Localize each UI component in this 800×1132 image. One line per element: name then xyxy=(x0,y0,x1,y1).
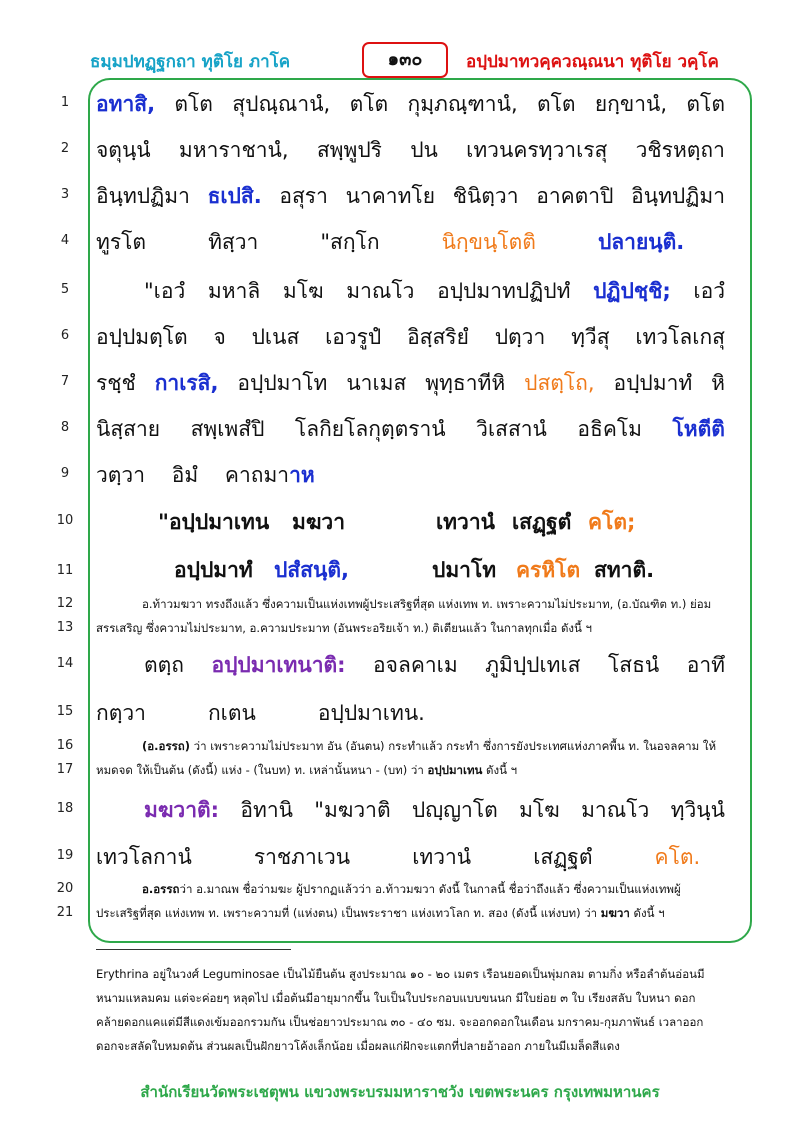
translation-line-16 xyxy=(142,738,725,756)
page-number: ๑๓๐ xyxy=(362,42,448,78)
word: อิมํ xyxy=(171,463,199,487)
translation-text: หมดจด ให้เป็นต้น (ดังนี้) แห่ง - (ในบท) ท. เหล่านั้นหนา - (บท) ว่า xyxy=(96,763,428,777)
text-line-6 xyxy=(96,321,725,354)
text-line-19 xyxy=(96,841,725,874)
term: อปฺปมาเทน xyxy=(427,763,483,777)
word: เสฏฺฐตํ xyxy=(533,845,593,869)
word: วิเสสานํ xyxy=(476,417,547,441)
verse-word: เทวานํ xyxy=(436,510,495,534)
footnote-line: ดอกจะสลัดใบหมดต้น ส่วนผลเป็นฝักยาวโค้งเล็กน้อย เมื่อผลแก่ฝักจะแตกที่ปลายอ้าออก ภายในมีเมล็ดสีแดง xyxy=(96,1039,620,1053)
word: มาณโว xyxy=(581,798,650,822)
text-line-9 xyxy=(96,459,725,492)
word: สพฺพูปริ xyxy=(316,138,382,162)
text-line-8 xyxy=(96,413,725,446)
word: "มฆวาติ xyxy=(314,798,391,822)
word: พุทฺธาทีหิ xyxy=(425,371,506,395)
word: มหาราชานํ, xyxy=(178,138,289,162)
verse-word: เสฏฺฐตํ xyxy=(512,510,572,534)
word: จ xyxy=(213,325,226,349)
word: มโฆ xyxy=(519,798,560,822)
word: กตฺวา xyxy=(96,701,146,725)
term: มฆวา xyxy=(600,906,630,920)
book-title: ธมฺมปทฏฺฐกถา ทุติโย ภาโค xyxy=(90,52,291,72)
word: จตุนฺนํ xyxy=(96,138,151,162)
word: อินฺทปฏิมา xyxy=(631,184,725,208)
word: โลกิยโลกุตฺตรานํ xyxy=(294,417,446,441)
term: อ.อรรถ xyxy=(142,882,180,896)
word: ตโต xyxy=(686,92,725,116)
page-header xyxy=(0,40,800,80)
translation-line-17 xyxy=(96,762,725,780)
translation-line-12: อ.ท้าวมฆวา ทรงถึงแล้ว ซึ่งความเป็นแห่งเทพผู้ประเสริฐที่สุด แห่งเทพ ท. เพราะความไม่ประมาท, (อ.บัณฑิต ท.) ย่อม xyxy=(142,597,712,611)
word: ปน xyxy=(410,138,438,162)
word: อปฺปมาโท xyxy=(237,371,328,395)
line-number: 12 xyxy=(56,596,74,611)
translation-line-21 xyxy=(96,905,725,923)
verb-highlight: กาเรสิ, xyxy=(154,371,219,395)
word: อปฺปมาทํ xyxy=(613,371,693,395)
word: เทวานํ xyxy=(412,845,472,869)
verse-word: ปมาโท xyxy=(432,558,497,582)
text-line-14 xyxy=(144,649,725,682)
translation-text: ว่า อ.มาณพ ชื่อว่ามฆะ ผู้ปรากฏแล้วว่า อ.ท้าวมฆวา ดังนี้ ในกาลนี้ ชื่อว่าถึงแล้ว ซึ่งความเป็นแห่งเทพผู้ xyxy=(179,882,681,896)
word: รชฺชํ xyxy=(96,371,136,395)
word: ยกฺขานํ, xyxy=(594,92,668,116)
purple-highlight: มฆวาติ: xyxy=(144,798,220,822)
line-number: 4 xyxy=(60,233,70,248)
chapter-title: อปฺปมาทวคฺควณฺณนา ทุติโย วคฺโค xyxy=(466,52,719,72)
line-number: 3 xyxy=(60,187,70,202)
word: อิสฺสริยํ xyxy=(407,325,469,349)
word: นิสฺสาย xyxy=(96,417,161,441)
orange-highlight: คโต; xyxy=(588,510,636,534)
word: ปญฺญาโต xyxy=(411,798,498,822)
word: อจลคาเม xyxy=(373,653,458,677)
line-number: 10 xyxy=(56,513,74,528)
translation-line-13: สรรเสริญ ซึ่งความไม่ประมาท, อ.ความประมาท (อันพระอริยเจ้า ท.) ติเตียนแล้ว ในกาลทุกเมื่อ ดังนี้ ฯ xyxy=(96,621,593,635)
word: ชินิตฺวา xyxy=(452,184,519,208)
verse-word: "อปฺปมาเทน xyxy=(158,510,270,534)
word: อปฺปมาเทน. xyxy=(317,701,425,725)
word: ทิสฺวา xyxy=(208,230,259,254)
word: "เอวํ xyxy=(144,279,186,303)
translation-line-20 xyxy=(142,881,725,899)
word: ทฺวินฺนํ xyxy=(670,798,725,822)
word: อิทานิ xyxy=(240,798,293,822)
line-number: 17 xyxy=(56,762,74,777)
text-line-4 xyxy=(96,226,725,259)
page-footer: สำนักเรียนวัดพระเชตุพน แขวงพระบรมมหาราชวัง เขตพระนคร กรุงเทพมหานคร xyxy=(140,1083,660,1101)
word: ตโต xyxy=(349,92,389,116)
orange-highlight: ปสตฺโถ, xyxy=(524,371,595,395)
word: อปฺปมตฺโต xyxy=(96,325,188,349)
verb-highlight: ปสํสนฺติ, xyxy=(274,558,349,582)
word: สุปณฺณานํ, xyxy=(232,92,331,116)
line-number: 15 xyxy=(56,704,74,719)
word: "สกฺโก xyxy=(320,230,380,254)
text-line-3 xyxy=(96,180,725,213)
text-line-2 xyxy=(96,134,725,167)
word: ภูมิปฺปเทเส xyxy=(485,653,581,677)
verse-word: มฆวา xyxy=(292,510,346,534)
verb-highlight: าห xyxy=(289,463,315,487)
orange-highlight: คโต. xyxy=(654,845,701,869)
orange-highlight: นิกฺขนฺโตติ xyxy=(441,230,536,254)
verb-highlight: ปลายนฺติ. xyxy=(597,230,685,254)
verb-highlight: อทาสิ, xyxy=(96,92,156,116)
word: ปตฺวา xyxy=(494,325,546,349)
line-number: 9 xyxy=(60,466,70,481)
text-line-15 xyxy=(96,697,725,730)
purple-highlight: อปฺปมาเทนาติ: xyxy=(211,653,346,677)
word: เอวรูปํ xyxy=(325,325,382,349)
translation-text: ดังนี้ ฯ xyxy=(629,906,665,920)
word: ปเนส xyxy=(251,325,300,349)
orange-highlight: ครหิโต xyxy=(516,558,581,582)
verb-highlight: ธเปสิ. xyxy=(207,184,262,208)
line-number: 13 xyxy=(56,620,74,635)
word: อธิคโม xyxy=(577,417,643,441)
word: วชิรหตฺถา xyxy=(635,138,725,162)
word: นาเมส xyxy=(346,371,407,395)
line-number: 21 xyxy=(56,905,74,920)
translation-text: ประเสริฐที่สุด แห่งเทพ ท. เพราะความที่ (แห่งตน) เป็นพระราชา แห่งเทวโลก ท. สอง (ดังนี้ แห่งบท) ว่า xyxy=(96,906,601,920)
text-line-5 xyxy=(144,275,725,308)
word: เอวํ xyxy=(693,279,725,303)
footnote-line: Erythrina อยู่ในวงศ์ Leguminosae เป็นไม้ยืนต้น สูงประมาณ ๑๐ - ๒๐ เมตร เรือนยอดเป็นพุ่มกลม ตามกิ่ง หรือลำต้นอ่อนมี xyxy=(96,967,705,981)
footnote-line: หนามแหลมคม แต่จะค่อยๆ หลุดไป เมื่อต้นมีอายุมากขึ้น ใบเป็นใบประกอบแบบขนนก มีใบย่อย ๓ ใบ เรียงสลับ ใบหนา ดอก xyxy=(96,991,696,1005)
footnote-line: คล้ายดอกแคแต่มีสีแดงเข้มออกรวมกัน เป็นช่อยาวประมาณ ๓๐ - ๔๐ ซม. จะออกดอกในเดือน มกราคม-กุมภาพันธ์ เวลาออก xyxy=(96,1015,704,1029)
word: อาคตาปิ xyxy=(536,184,614,208)
word: ตตฺถ xyxy=(144,653,184,677)
line-number: 11 xyxy=(56,563,74,578)
line-number: 18 xyxy=(56,801,74,816)
line-number: 5 xyxy=(60,282,70,297)
text-line-1 xyxy=(96,88,725,121)
word: หิ xyxy=(711,371,725,395)
line-number: 16 xyxy=(56,738,74,753)
footnote-divider xyxy=(96,949,291,950)
translation-text: ดังนี้ ฯ xyxy=(482,763,518,777)
word: อินฺทปฏิมา xyxy=(96,184,190,208)
text-line-7 xyxy=(96,367,725,400)
word: ตโต xyxy=(536,92,576,116)
line-number: 1 xyxy=(60,95,70,110)
word: สพฺเพสํปิ xyxy=(190,417,265,441)
word: อสุรา xyxy=(279,184,328,208)
word: เทวนครทฺวาเรสุ xyxy=(466,138,608,162)
text-line-18 xyxy=(144,794,725,827)
word: วตฺวา xyxy=(96,463,146,487)
word: เทวโลเกสุ xyxy=(635,325,725,349)
word: เทวโลกานํ xyxy=(96,845,192,869)
line-number: 7 xyxy=(60,374,70,389)
word: กุมฺภณฺฑานํ, xyxy=(407,92,518,116)
word: นาคาทโย xyxy=(345,184,435,208)
word: มาณโว xyxy=(346,279,415,303)
term: (อ.อรรถ) xyxy=(142,739,191,753)
word: มโฆ xyxy=(282,279,324,303)
line-number: 2 xyxy=(60,141,70,156)
word: กเตน xyxy=(207,701,256,725)
word: อปฺปมาทปฏิปทํ xyxy=(437,279,571,303)
word: อาทึ xyxy=(686,653,725,677)
line-number: 14 xyxy=(56,656,74,671)
word: ราชภาเวน xyxy=(253,845,351,869)
word: โสธนํ xyxy=(607,653,660,677)
word: คาถมา xyxy=(224,463,290,487)
verb-highlight: โหตีติ xyxy=(672,417,725,441)
line-number: 6 xyxy=(60,328,70,343)
translation-text: ว่า เพราะความไม่ประมาท อัน (อันตน) กระทำแล้ว กระทำ ซึ่งการยังประเทศแห่งภาคพื้น ท. ในอจลคาม ให้ xyxy=(190,739,717,753)
verse-word: สทาติ. xyxy=(594,558,655,582)
verse-word: อปฺปมาทํ xyxy=(174,558,253,582)
word: มหาลิ xyxy=(207,279,261,303)
word: ทฺวีสุ xyxy=(571,325,610,349)
line-number: 8 xyxy=(60,420,70,435)
word: ทูรโต xyxy=(96,230,147,254)
verb-highlight: ปฏิปชฺชิ; xyxy=(593,279,671,303)
line-number: 19 xyxy=(56,848,74,863)
line-number: 20 xyxy=(56,881,74,896)
word: ตโต xyxy=(174,92,213,116)
